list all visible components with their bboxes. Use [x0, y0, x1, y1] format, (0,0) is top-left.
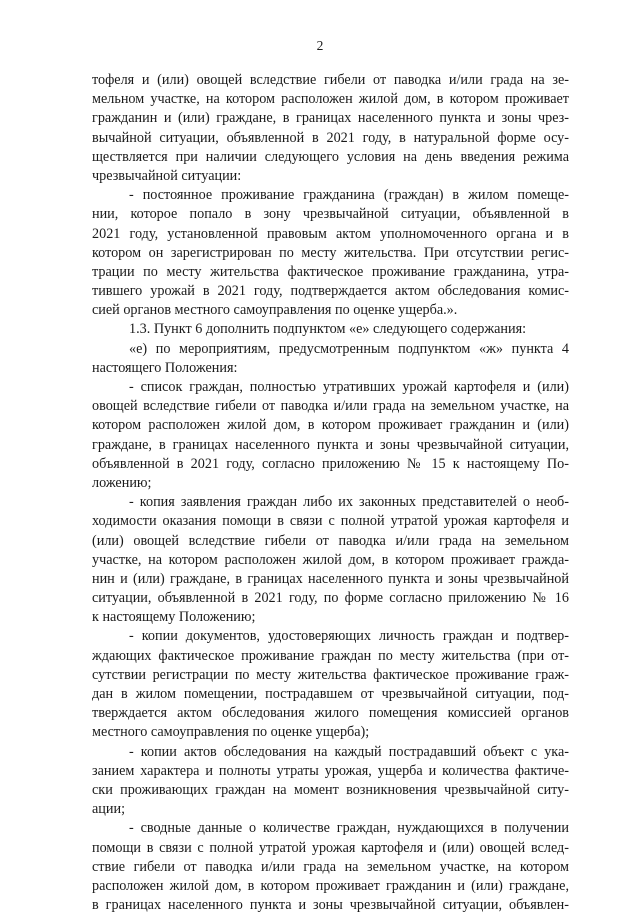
text-line: участке, на котором расположен жилой дом, в котором проживает гражда-: [92, 551, 569, 568]
text-line: - копии документов, удостоверяющих личность граждан и подтвер-: [129, 628, 569, 645]
text-line: расположен жилой дом, в котором проживает гражданин и (или) граждане,: [92, 877, 569, 894]
text-line: 2021 году, установленной правовым актом уполномоченного органа и в: [92, 225, 569, 242]
text-line: ходимости оказания помощи в связи с полной утратой урожая картофеля и: [92, 513, 569, 530]
text-line: тившего урожай в 2021 году, подтверждается актом обследования комис-: [92, 283, 569, 300]
text-line: ситуации, объявленной в 2021 году, по форме согласно приложению № 16: [92, 590, 569, 607]
text-line: в границах населенного пункта и зоны чрезвычайной ситуации, объявлен-: [92, 897, 569, 914]
text-line: местного самоуправления по оценке ущерба);: [92, 724, 370, 741]
text-line: нии, которое попало в зону чрезвычайной ситуации, объявленной в: [92, 206, 569, 223]
text-line: ложению;: [92, 474, 152, 491]
text-line: - копии актов обследования на каждый пострадавший объект с ука-: [129, 743, 569, 760]
text-line: вычайной ситуации, объявленной в 2021 году, в натуральной форме осу-: [92, 129, 569, 146]
text-line: чрезвычайной ситуации:: [92, 167, 242, 184]
text-line: помощи в связи с полной утратой урожая картофеля и (или) овощей вслед-: [92, 839, 569, 856]
text-line: к настоящему Положению;: [92, 609, 256, 626]
text-line: тверждается актом обследования жилого помещения комиссией органов: [92, 705, 569, 722]
text-line: ски проживающих граждан на момент возникновения чрезвычайной ситу-: [92, 781, 569, 798]
body-text: [92, 71, 569, 915]
text-line: нин и (или) граждане, в границах населенного пункта и зоны чрезвычайной: [92, 570, 569, 587]
text-line: котором он зарегистрирован по месту жительства. При отсутствии регис-: [92, 244, 569, 261]
text-line: ждающих фактическое проживание граждан по месту жительства (при от-: [92, 647, 569, 664]
text-line: ществляется при наличии следующего условия на день введения режима: [92, 148, 569, 165]
text-line: «е) по мероприятиям, предусмотренным подпунктом «ж» пункта 4: [129, 340, 569, 357]
page-number: 2: [316, 38, 324, 53]
text-line: - копия заявления граждан либо их законных представителей о необ-: [129, 494, 569, 511]
text-line: дан в жилом помещении, пострадавшем от чрезвычайной ситуации, под-: [92, 686, 569, 702]
text-line: настоящего Положения:: [92, 359, 238, 376]
text-line: - список граждан, полностью утративших урожай картофеля и (или): [129, 379, 569, 395]
text-line: трации по месту жительства фактическое проживание гражданина, утра-: [92, 263, 569, 280]
text-line: - сводные данные о количестве граждан, нуждающихся в получении: [129, 820, 569, 837]
text-line: 1.3. Пункт 6 дополнить подпунктом «е» следующего содержания:: [129, 321, 527, 338]
text-line: тофеля и (или) овощей вследствие гибели от паводка и/или града на зе-: [92, 72, 569, 88]
text-line: ации;: [92, 801, 126, 818]
text-line: ствие гибели от паводка и/или града на земельном участке, на котором: [92, 858, 569, 875]
text-line: гражданин и (или) граждане, в границах населенного пункта и зоны чрез-: [92, 110, 569, 127]
text-line: граждане, в границах населенного пункта и зоны чрезвычайной ситуации,: [92, 436, 569, 453]
text-line: объявленной в 2021 году, согласно приложению № 15 к настоящему По-: [92, 455, 569, 472]
text-line: овощей вследствие гибели от паводка и/или града на земельном участке, на: [92, 398, 569, 415]
text-line: котором расположен жилой дом, в котором проживает гражданин и (или): [92, 417, 569, 434]
text-line: - постоянное проживание гражданина (граждан) в жилом помеще-: [129, 187, 569, 204]
text-line: сутствии регистрации по месту жительства фактическое проживание граж-: [92, 666, 569, 683]
text-line: занием характера и полноты утраты урожая, ущерба и количества фактиче-: [92, 762, 569, 779]
text-line: сией органов местного самоуправления по оценке ущерба.».: [92, 302, 458, 319]
text-line: мельном участке, на котором расположен жилой дом, в котором проживает: [92, 91, 569, 108]
text-line: (или) овощей вследствие гибели от паводка и/или града на земельном: [92, 532, 569, 549]
